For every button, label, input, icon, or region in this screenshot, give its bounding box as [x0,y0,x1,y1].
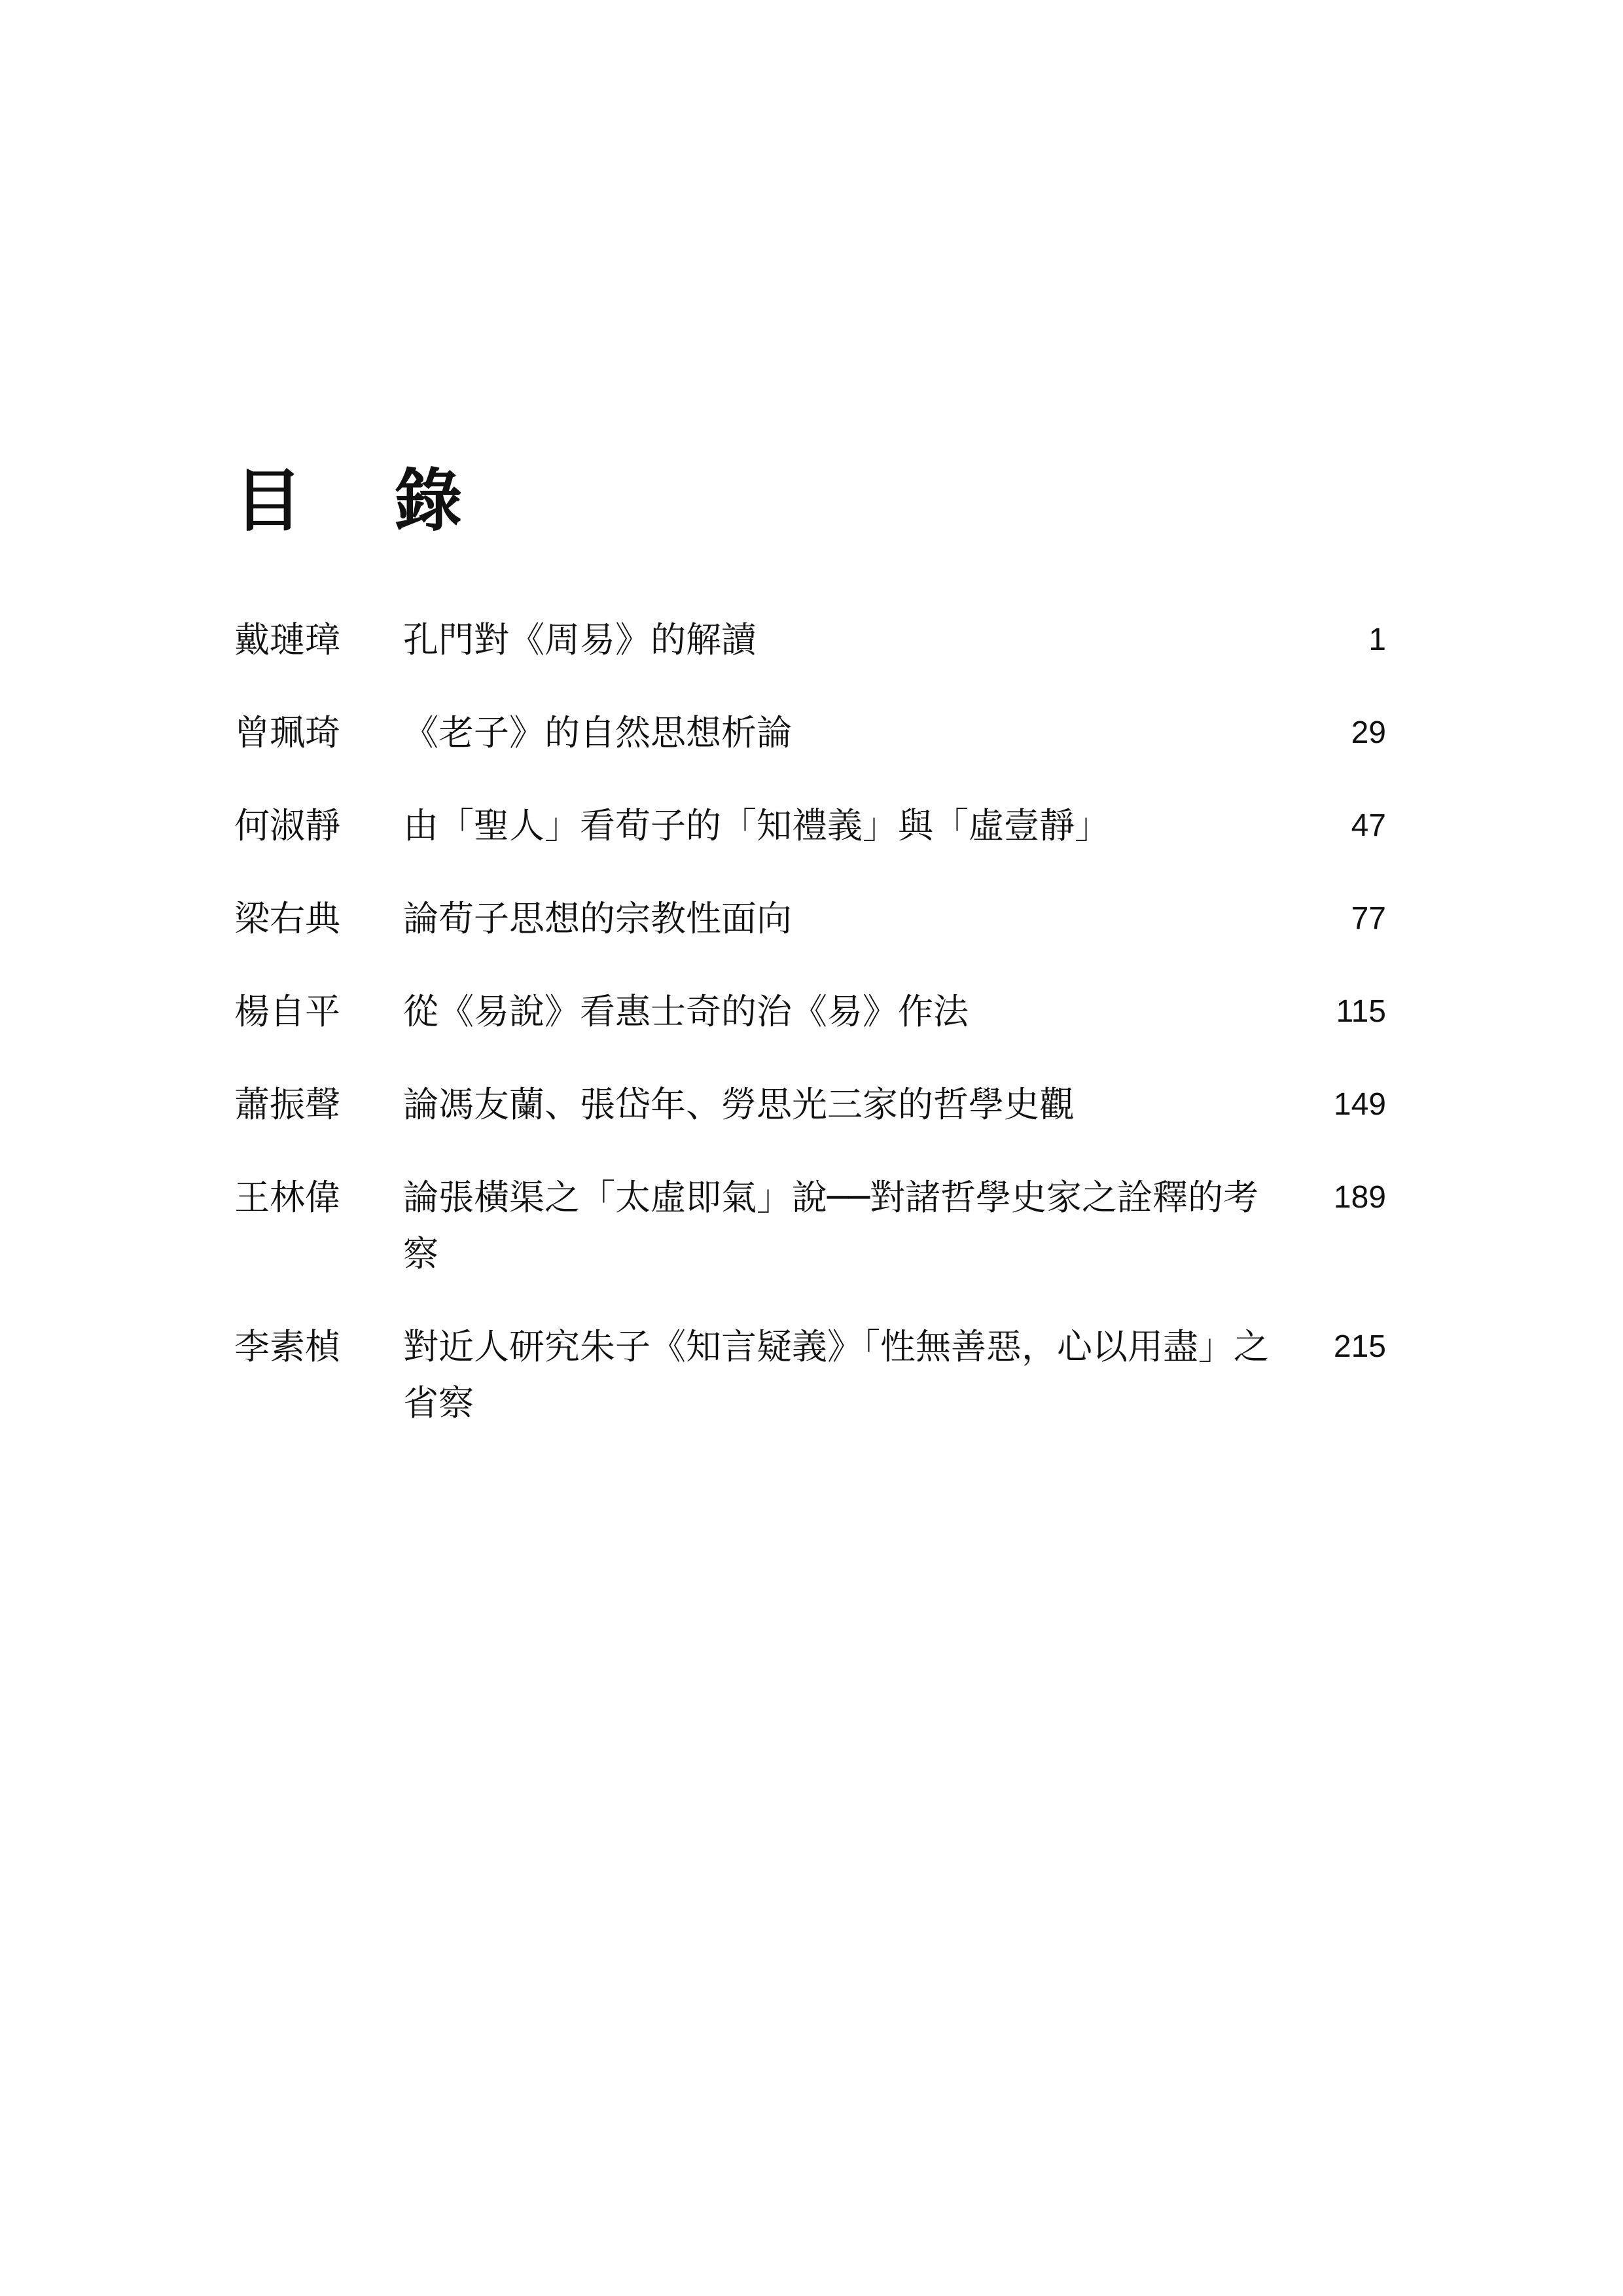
toc-author: 梁右典 [234,898,340,939]
toc-page-number: 149 [1333,1087,1386,1122]
toc-author: 王林偉 [234,1177,340,1218]
toc-entry [234,1077,1386,1133]
toc-page-number: 1 [1368,622,1386,657]
toc-entry [234,1319,1386,1431]
toc-title: 由「聖人」看荀子的「知禮義」與「虛壹靜」 [403,805,1110,846]
toc-title: 對近人研究朱子《知言疑義》「性無善惡，心以用盡」之省察 [403,1326,1269,1424]
toc-author: 戴璉璋 [234,619,340,660]
toc-entry [234,705,1386,761]
toc-entry [234,612,1386,668]
toc-title: 從《易說》看惠士奇的治《易》作法 [403,991,969,1032]
page-title: 目 錄 [234,461,497,541]
toc-entry [234,1170,1386,1282]
toc-entry [234,798,1386,854]
toc-title: 論馮友蘭、張岱年、勞思光三家的哲學史觀 [403,1084,1075,1125]
toc-page-number: 77 [1351,901,1386,936]
toc-author: 蕭振聲 [234,1084,340,1125]
toc-page-number: 29 [1351,715,1386,750]
toc-page-number: 189 [1333,1180,1386,1215]
toc-author: 曾珮琦 [234,712,340,753]
table-of-contents [234,612,1386,1468]
toc-title: 《老子》的自然思想析論 [403,712,792,753]
toc-author: 何淑靜 [234,805,340,846]
toc-author: 楊自平 [234,991,340,1032]
toc-entry [234,984,1386,1040]
toc-title: 論荀子思想的宗教性面向 [403,898,792,939]
toc-author: 李素楨 [234,1326,340,1367]
toc-page-number: 47 [1351,808,1386,843]
toc-title: 論張橫渠之「太虛即氣」說──對諸哲學史家之詮釋的考察 [403,1177,1259,1274]
toc-entry [234,891,1386,947]
toc-page-number: 115 [1336,994,1386,1029]
toc-title: 孔門對《周易》的解讀 [403,619,757,660]
toc-page-number: 215 [1333,1329,1386,1364]
